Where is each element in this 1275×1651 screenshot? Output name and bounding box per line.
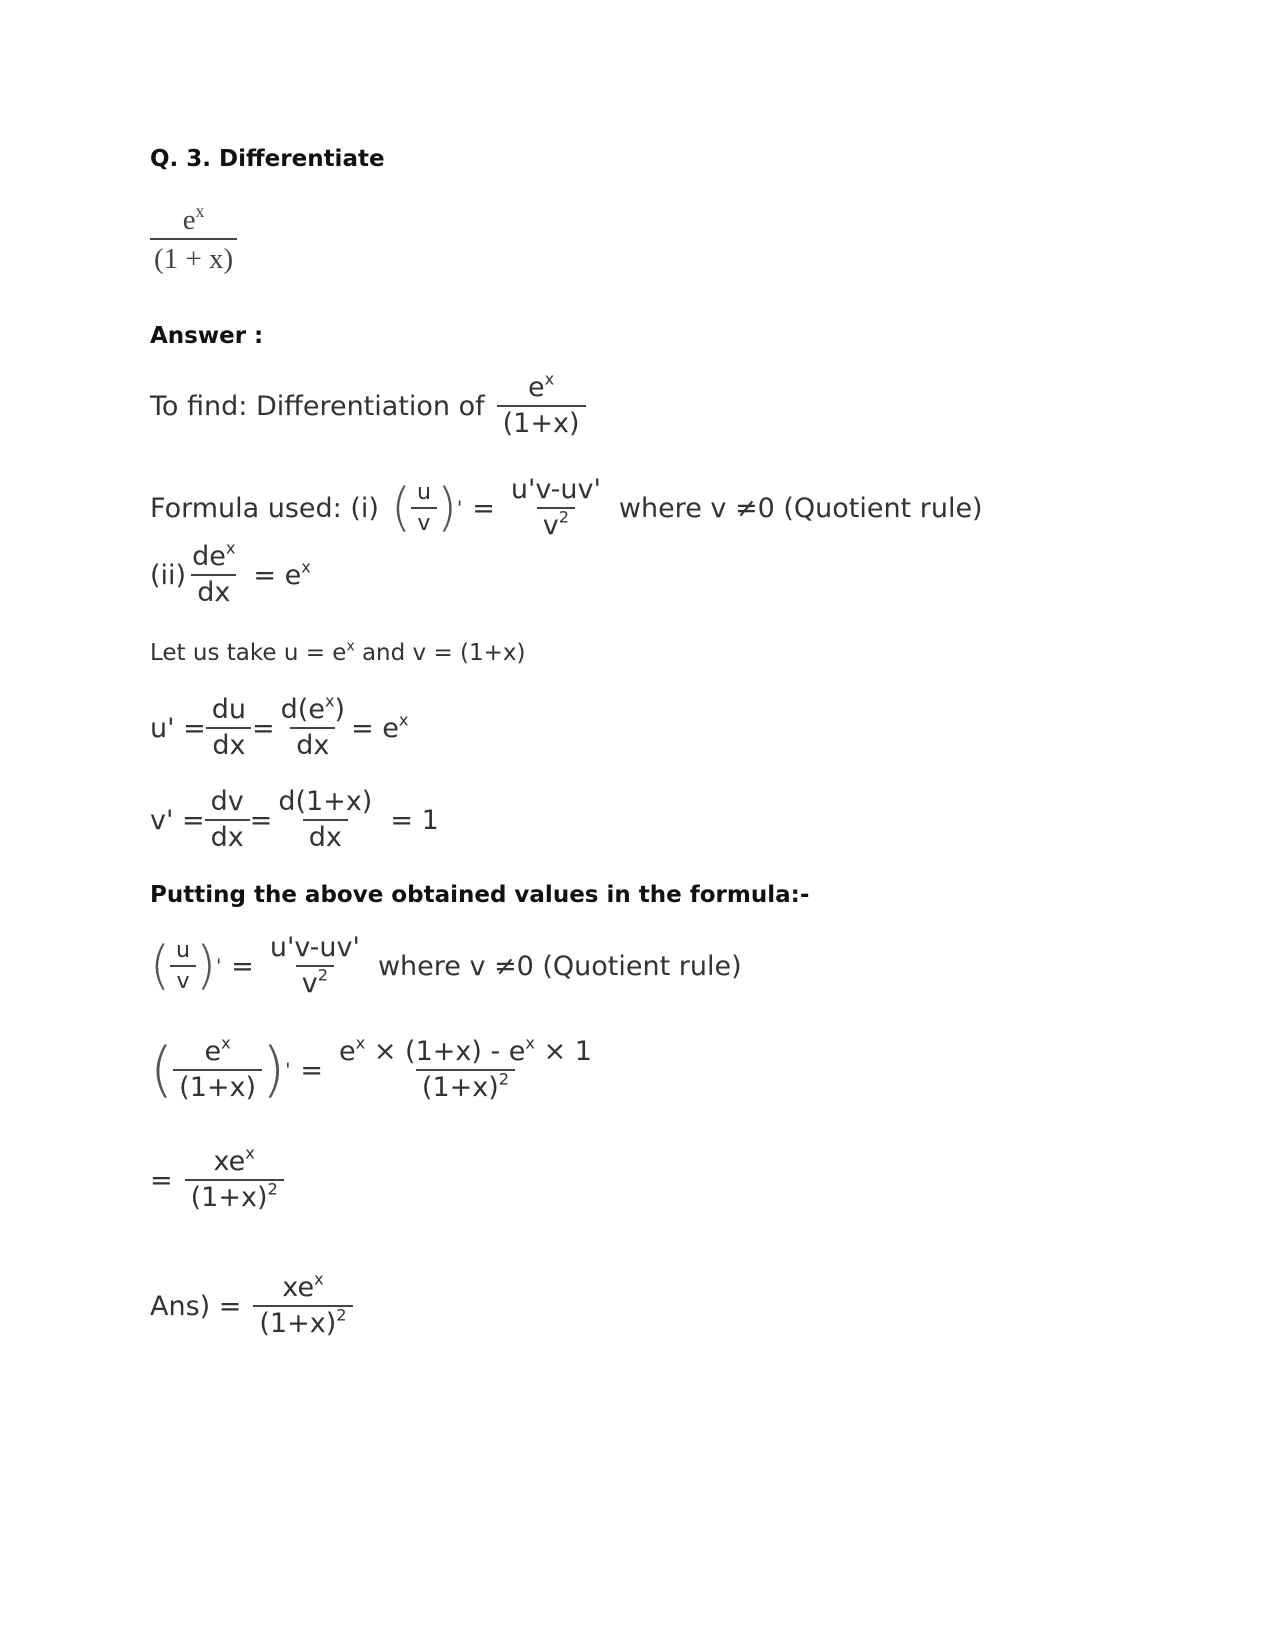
u-prime-derivation: u' = $\frac{du}{dx}$ = $\frac{d(e^x)}{dx}$ = $e^x$ <box>150 691 409 762</box>
to-find-fraction: $\frac{e^x}{(1+x)}$ <box>497 374 586 439</box>
u-over-v: ( $\frac{u}{v}$ ) ' <box>390 477 463 538</box>
to-find-line <box>150 369 586 440</box>
to-find-text: To find: Differentiation of <box>150 390 485 422</box>
formula-quotient-rule: Formula used: (i) ( $\frac{u}{v}$ ) ' = $\frac{u'v-uv'}{v^2}$ where v ≠0 (Quotient rule) <box>150 474 983 542</box>
question-title: Q. 3. Differentiate <box>150 146 385 172</box>
putting-heading: Putting the above obtained values in the formula:- <box>150 882 810 908</box>
quotient-condition: where v ≠0 (Quotient rule) <box>618 492 983 524</box>
let-statement: Let us take $u = e^x$ and v = (1+x) <box>150 638 526 666</box>
quotient-rhs: $\frac{u'v-uv'}{v^2}$ <box>510 474 601 542</box>
substitution-step: ( $\frac{e^x}{(1+x)}$ ) ' = $\frac{e^x \times (1+x) - e^x \times 1}{(1+x)^2}$ <box>150 1033 592 1105</box>
answer-label: Answer : <box>150 323 264 349</box>
formula-repeat: ( $\frac{u}{v}$ ) ' = $\frac{u'v-uv'}{v^2}$ where v ≠0 (Quotient rule) <box>150 932 742 1000</box>
v-prime-derivation: v' = $\frac{dv}{dx}$ = $\frac{d(1+x)}{dx}$ = 1 <box>150 786 439 854</box>
final-answer: Ans) = $\frac{xe^x}{(1+x)^2}$ <box>150 1274 353 1339</box>
formula-label: Formula used: (i) <box>150 492 379 524</box>
formula-derivative-exp: (ii) $\frac{de^x}{dx}$ = $e^x$ <box>150 538 311 609</box>
simplified-step: = $\frac{xe^x}{(1+x)^2}$ <box>150 1148 284 1213</box>
question-expression: $\frac{e^x}{(1 + x)}$ <box>150 205 237 275</box>
